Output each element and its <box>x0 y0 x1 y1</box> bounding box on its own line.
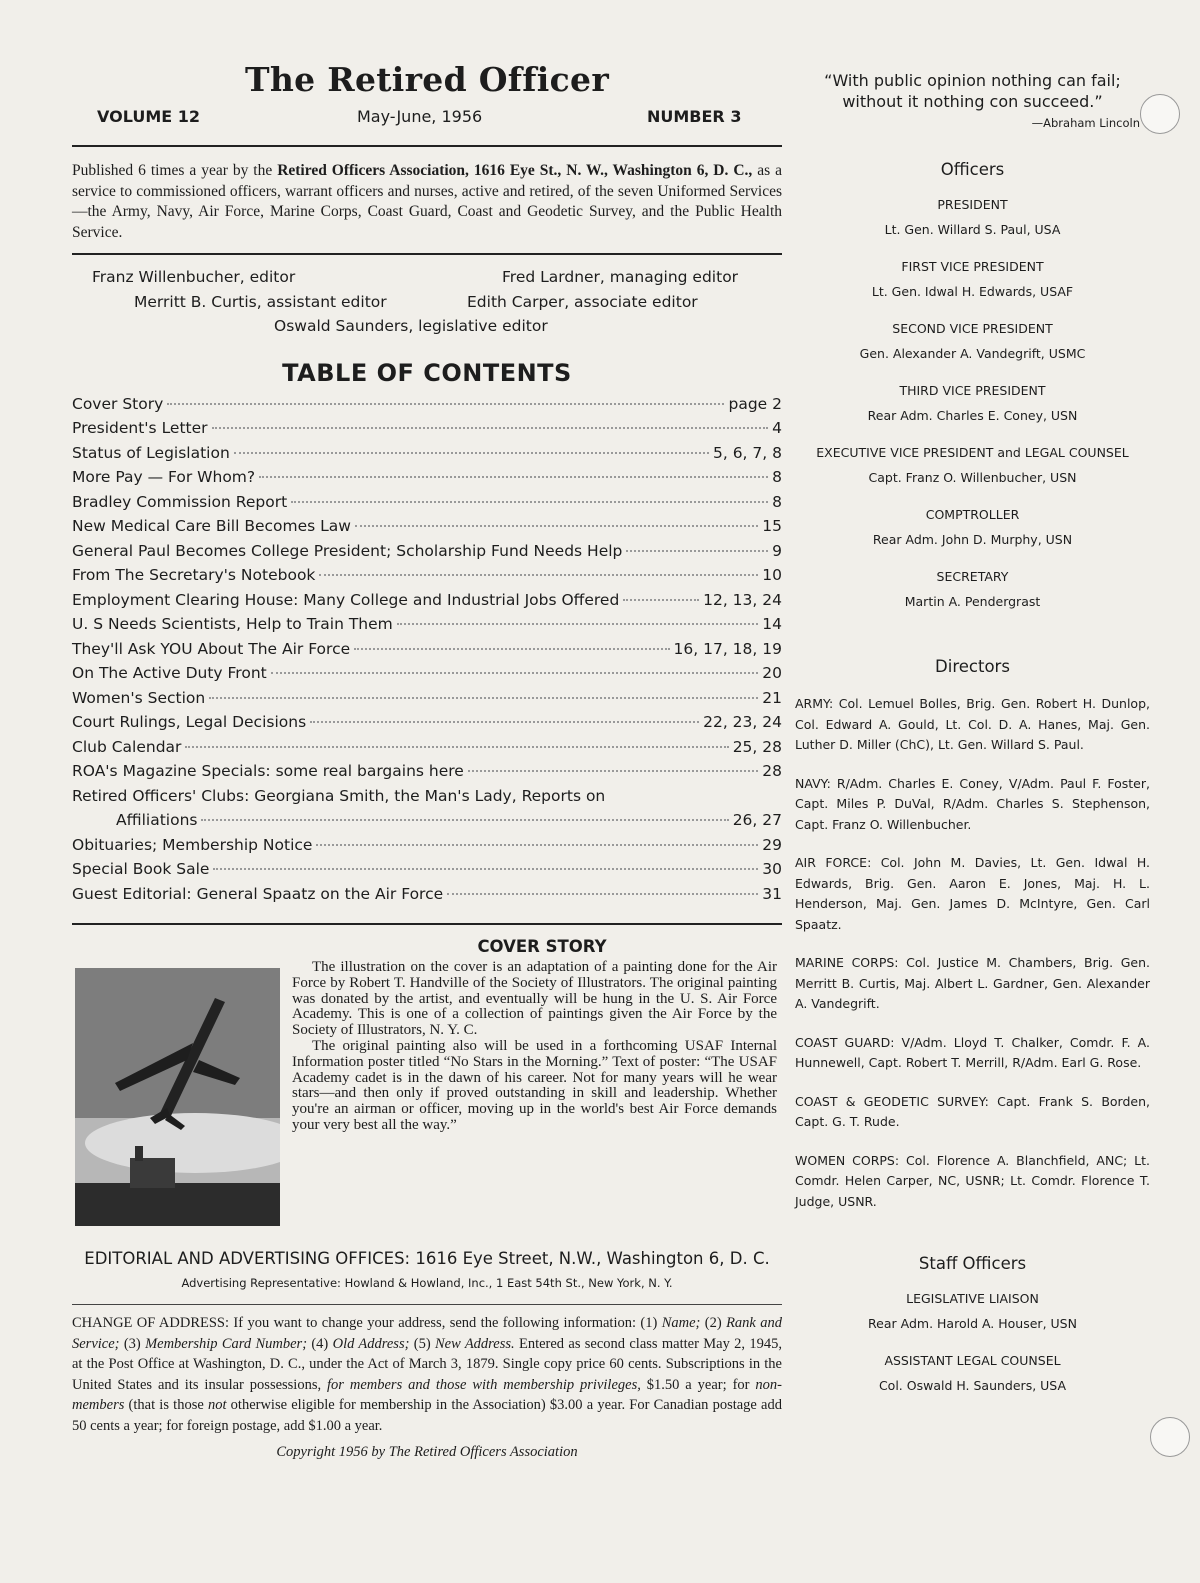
staff-officers-list <box>795 1291 1150 1393</box>
staff-officer-role: ASSISTANT LEGAL COUNSEL <box>884 1353 1061 1368</box>
cover-story-heading: COVER STORY <box>477 937 607 956</box>
toc-entry-title: U. S Needs Scientists, Help to Train Them <box>72 615 393 633</box>
toc-entry-page: 30 <box>762 860 782 878</box>
officer-role: SECOND VICE PRESIDENT <box>892 321 1053 336</box>
cover-illustration <box>75 968 280 1226</box>
toc-entry <box>72 762 782 787</box>
toc-entry-page: 9 <box>772 541 782 560</box>
toc-entry-page: 16, 17, 18, 19 <box>673 639 782 658</box>
toc-entry-page: 12, 13, 24 <box>703 590 782 609</box>
directors-heading: Directors <box>935 657 1010 676</box>
issue-info <box>72 107 782 135</box>
toc-entry-page: 20 <box>762 664 782 682</box>
toc-entry-title: Obituaries; Membership Notice <box>72 835 313 854</box>
officer-name: Rear Adm. John D. Murphy, USN <box>872 532 1073 547</box>
officers-list <box>795 197 1150 609</box>
toc-entry-title: Cover Story <box>72 394 164 413</box>
toc-leader-dots <box>209 697 758 699</box>
divider <box>72 145 782 147</box>
toc-entry-title: Women's Section <box>72 688 206 707</box>
toc-entry <box>72 468 782 493</box>
toc-entry-page: 8 <box>772 492 782 511</box>
toc-entry-page: 26, 27 <box>732 811 782 829</box>
director-group: ARMY: Col. Lemuel Bolles, Brig. Gen. Robert H. Dunlop, Col. Edward A. Gould, Lt. Col. D. A. Hanes, Maj. Gen. Luther D. Miller (ChC), Lt. Gen. Willard S. Paul. <box>795 696 1150 752</box>
toc-entry-title: New Medical Care Bill Becomes Law <box>72 517 351 535</box>
toc-entry-page: page 2 <box>728 394 782 413</box>
toc-entry-page: 25, 28 <box>732 737 782 756</box>
officer-name: Martin A. Pendergrast <box>904 594 1041 609</box>
toc-leader-dots <box>213 868 758 870</box>
lincoln-quote: “With public opinion nothing can fail; without it nothing con succeed.” <box>824 71 1121 111</box>
director-group: COAST GUARD: V/Adm. Lloyd T. Chalker, Comdr. F. A. Hunnewell, Capt. Robert T. Merrill, R/Adm. Earl G. Rose. <box>795 1034 1150 1070</box>
editors-block <box>72 265 782 339</box>
divider <box>72 1304 782 1305</box>
toc-entry <box>72 542 782 567</box>
divider <box>72 253 782 255</box>
toc-entry-page: 5, 6, 7, 8 <box>712 443 782 462</box>
toc-entry <box>72 591 782 616</box>
toc-entry-page: 8 <box>772 468 782 486</box>
cover-story-text <box>292 960 777 1134</box>
toc-leader-dots <box>234 452 709 454</box>
advertising-representative: Advertising Representative: Howland & Howland, Inc., 1 East 54th St., New York, N. Y. <box>181 1276 673 1290</box>
staff-officer-name: Col. Oswald H. Saunders, USA <box>878 1378 1067 1393</box>
toc-entry-page: 31 <box>762 884 782 903</box>
toc-entry <box>72 444 782 469</box>
right-column <box>795 70 1150 1393</box>
toc-entry <box>72 836 782 861</box>
toc-entry <box>72 419 782 444</box>
managing-editor-name: Fred Lardner, managing editor <box>502 268 739 286</box>
toc-leader-dots <box>468 770 758 772</box>
staff-officers-heading: Staff Officers <box>918 1254 1027 1273</box>
issue-date: May-June, 1956 <box>357 107 483 126</box>
toc-entry <box>72 885 782 910</box>
toc-leader-dots <box>354 648 669 650</box>
toc-leader-dots <box>185 746 728 748</box>
toc-leader-dots <box>201 819 728 821</box>
director-group: MARINE CORPS: Col. Justice M. Chambers, Brig. Gen. Merritt B. Curtis, Maj. Albert L. Gardner, Gen. Alexander A. Vandegrift. <box>795 955 1150 1011</box>
toc-leader-dots <box>291 501 768 503</box>
toc-entry <box>72 689 782 714</box>
director-group: COAST & GEODETIC SURVEY: Capt. Frank S. Borden, Capt. G. T. Rude. <box>795 1093 1150 1129</box>
officer-role: EXECUTIVE VICE PRESIDENT and LEGAL COUNSEL <box>816 445 1129 460</box>
officer-role: SECRETARY <box>936 569 1009 584</box>
directors-list <box>795 694 1150 1212</box>
director-group: WOMEN CORPS: Col. Florence A. Blanchfield, ANC; Lt. Comdr. Helen Carper, NC, USNR; Lt. Comdr. Florence T. Judge, USNR. <box>795 1152 1150 1209</box>
toc-entry <box>72 664 782 689</box>
toc-leader-dots <box>259 476 768 478</box>
toc-entry-title: President's Letter <box>72 419 208 437</box>
director-group: NAVY: R/Adm. Charles E. Coney, V/Adm. Paul F. Foster, Capt. Miles P. DuVal, R/Adm. Charles S. Stephenson, Capt. Franz O. Willenbucher. <box>795 775 1150 832</box>
assistant-editor-name: Merritt B. Curtis, assistant editor <box>134 292 387 311</box>
toc-entry <box>72 713 782 738</box>
toc-entry-title: General Paul Becomes College President; Scholarship Fund Needs Help <box>72 541 623 560</box>
officer-name: Rear Adm. Charles E. Coney, USN <box>867 408 1078 423</box>
toc-entry-title: Retired Officers' Clubs: Georgiana Smith, the Man's Lady, Reports on <box>72 786 606 805</box>
officer-role: PRESIDENT <box>937 197 1008 212</box>
cover-story <box>72 960 782 1235</box>
masthead-title: The Retired Officer <box>244 60 610 99</box>
toc-entry <box>72 493 782 518</box>
associate-editor-name: Edith Carper, associate editor <box>467 292 698 311</box>
officer-name: Lt. Gen. Willard S. Paul, USA <box>884 222 1061 237</box>
toc-entry <box>72 811 782 836</box>
toc-leader-dots <box>447 893 758 895</box>
toc-entry-title: Guest Editorial: General Spaatz on the Air Force <box>72 884 444 903</box>
toc-entry-page: 22, 23, 24 <box>703 713 782 731</box>
toc-entry-title: Court Rulings, Legal Decisions <box>72 713 307 731</box>
toc-leader-dots <box>319 574 758 576</box>
toc-leader-dots <box>212 427 769 429</box>
jet-aircraft-illustration <box>75 968 280 1226</box>
toc-leader-dots <box>310 721 699 723</box>
editor-name: Franz Willenbucher, editor <box>92 268 296 286</box>
toc-entry-title: Club Calendar <box>72 737 182 756</box>
toc-entry <box>72 738 782 763</box>
toc-leader-dots <box>626 550 768 552</box>
issue-number: NUMBER 3 <box>647 107 742 126</box>
toc-entry-title: Affiliations <box>116 811 198 829</box>
officer-name: Gen. Alexander A. Vandegrift, USMC <box>859 346 1086 361</box>
editorial-offices: EDITORIAL AND ADVERTISING OFFICES: 1616 Eye Street, N.W., Washington 6, D. C. <box>84 1249 770 1268</box>
left-column <box>72 60 782 1461</box>
toc-entry-title: Special Book Sale <box>72 860 210 878</box>
toc-leader-dots <box>397 623 759 625</box>
toc-entry-title: ROA's Magazine Specials: some real bargains here <box>72 762 464 780</box>
toc-entry <box>72 860 782 885</box>
officer-name: Capt. Franz O. Willenbucher, USN <box>868 470 1077 485</box>
toc-entry-page: 21 <box>762 688 782 707</box>
toc-entry <box>72 615 782 640</box>
table-of-contents <box>72 395 782 910</box>
toc-entry-page: 28 <box>762 762 782 780</box>
toc-entry-title: From The Secretary's Notebook <box>72 566 316 584</box>
toc-entry-title: More Pay — For Whom? <box>72 468 256 486</box>
toc-entry-title: Status of Legislation <box>72 443 230 462</box>
toc-entry <box>72 566 782 591</box>
toc-entry <box>72 787 782 812</box>
volume-label: VOLUME 12 <box>97 107 201 126</box>
officer-role: FIRST VICE PRESIDENT <box>901 259 1044 274</box>
toc-entry-page: 15 <box>762 517 782 535</box>
punch-hole-bottom <box>1150 1417 1190 1457</box>
cover-story-paragraph: The illustration on the cover is an adaptation of a painting done for the Air Force by Robert T. Handville of the Society of Illustrators. The original painting was donated by the artist, and eventually will be hung in the U. S. Air Force Academy. This is one of a collection of paintings given the Air Force by the Society of Illustrators, N. Y. C. <box>292 959 777 1039</box>
quote-attribution: —Abraham Lincoln <box>1031 116 1140 130</box>
toc-entry-title: On The Active Duty Front <box>72 664 267 682</box>
toc-entry-title: They'll Ask YOU About The Air Force <box>72 639 351 658</box>
toc-leader-dots <box>167 403 724 405</box>
officer-name: Lt. Gen. Idwal H. Edwards, USAF <box>871 284 1074 299</box>
legislative-editor-name: Oswald Saunders, legislative editor <box>274 317 548 335</box>
toc-entry <box>72 640 782 665</box>
toc-entry-page: 29 <box>762 835 782 854</box>
staff-officer-role: LEGISLATIVE LIAISON <box>906 1291 1039 1306</box>
toc-entry <box>72 517 782 542</box>
toc-entry-title: Bradley Commission Report <box>72 492 288 511</box>
staff-officer-name: Rear Adm. Harold A. Houser, USN <box>868 1316 1077 1331</box>
change-of-address: CHANGE OF ADDRESS: If you want to change your address, send the following information: (1) Name; (2) Rank and Service; (3) Membership Card Number; (4) Old Address; (5) New Address. Entered as second class matter May 2, 1945, at the Post Office at Washington, D. C., under the Act of March 3, 1879. Single copy price 60 cents. Subscriptions in the United States and its insular possessions, for members and those with membership privileges, $1.50 a year; for non-members (that is those not otherwise eligible for membership in the Association) $3.00 a year. For Canadian postage add 50 cents a year; for foreign postage, add $1.00 a year. <box>72 1315 782 1434</box>
toc-leader-dots <box>271 672 759 674</box>
officer-role: THIRD VICE PRESIDENT <box>899 383 1046 398</box>
toc-entry-page: 4 <box>772 419 782 437</box>
publication-info: Published 6 times a year by the Retired Officers Association, 1616 Eye St., N. W., Washington 6, D. C., as a service to commissioned officers, warrant officers and nurses, active and retired, of the seven Uniformed Services—the Army, Navy, Air Force, Marine Corps, Coast Guard, Coast and Geodetic Survey, and the Public Health Service. <box>72 162 782 241</box>
officer-role: COMPTROLLER <box>925 507 1020 522</box>
officers-heading: Officers <box>940 160 1005 179</box>
toc-leader-dots <box>623 599 699 601</box>
toc-leader-dots <box>355 525 758 527</box>
toc-heading: TABLE OF CONTENTS <box>282 358 572 387</box>
toc-entry <box>72 395 782 420</box>
copyright-notice: Copyright 1956 by The Retired Officers Association <box>276 1444 578 1460</box>
toc-entry-page: 14 <box>762 615 782 633</box>
cover-story-paragraph: The original painting also will be used in a forthcoming USAF Internal Information poster titled “No Stars in the Morning.” Text of poster: “The USAF Academy cadet is in the dawn of his career. Not for many years will he wear stars—and then only if proved outstanding in skill and leadership. Whether you're an airman or officer, moving up in the world's best Air Force demands your very best all the way.” <box>292 1037 777 1133</box>
director-group: AIR FORCE: Col. John M. Davies, Lt. Gen. Idwal H. Edwards, Brig. Gen. Aaron E. Jones, Maj. H. L. Henderson, Maj. Gen. James D. McIntyre, Gen. Carl Spaatz. <box>795 855 1150 932</box>
toc-entry-page: 10 <box>762 566 782 584</box>
toc-entry-title: Employment Clearing House: Many College and Industrial Jobs Offered <box>72 590 620 609</box>
divider <box>72 923 782 925</box>
toc-leader-dots <box>316 844 758 846</box>
